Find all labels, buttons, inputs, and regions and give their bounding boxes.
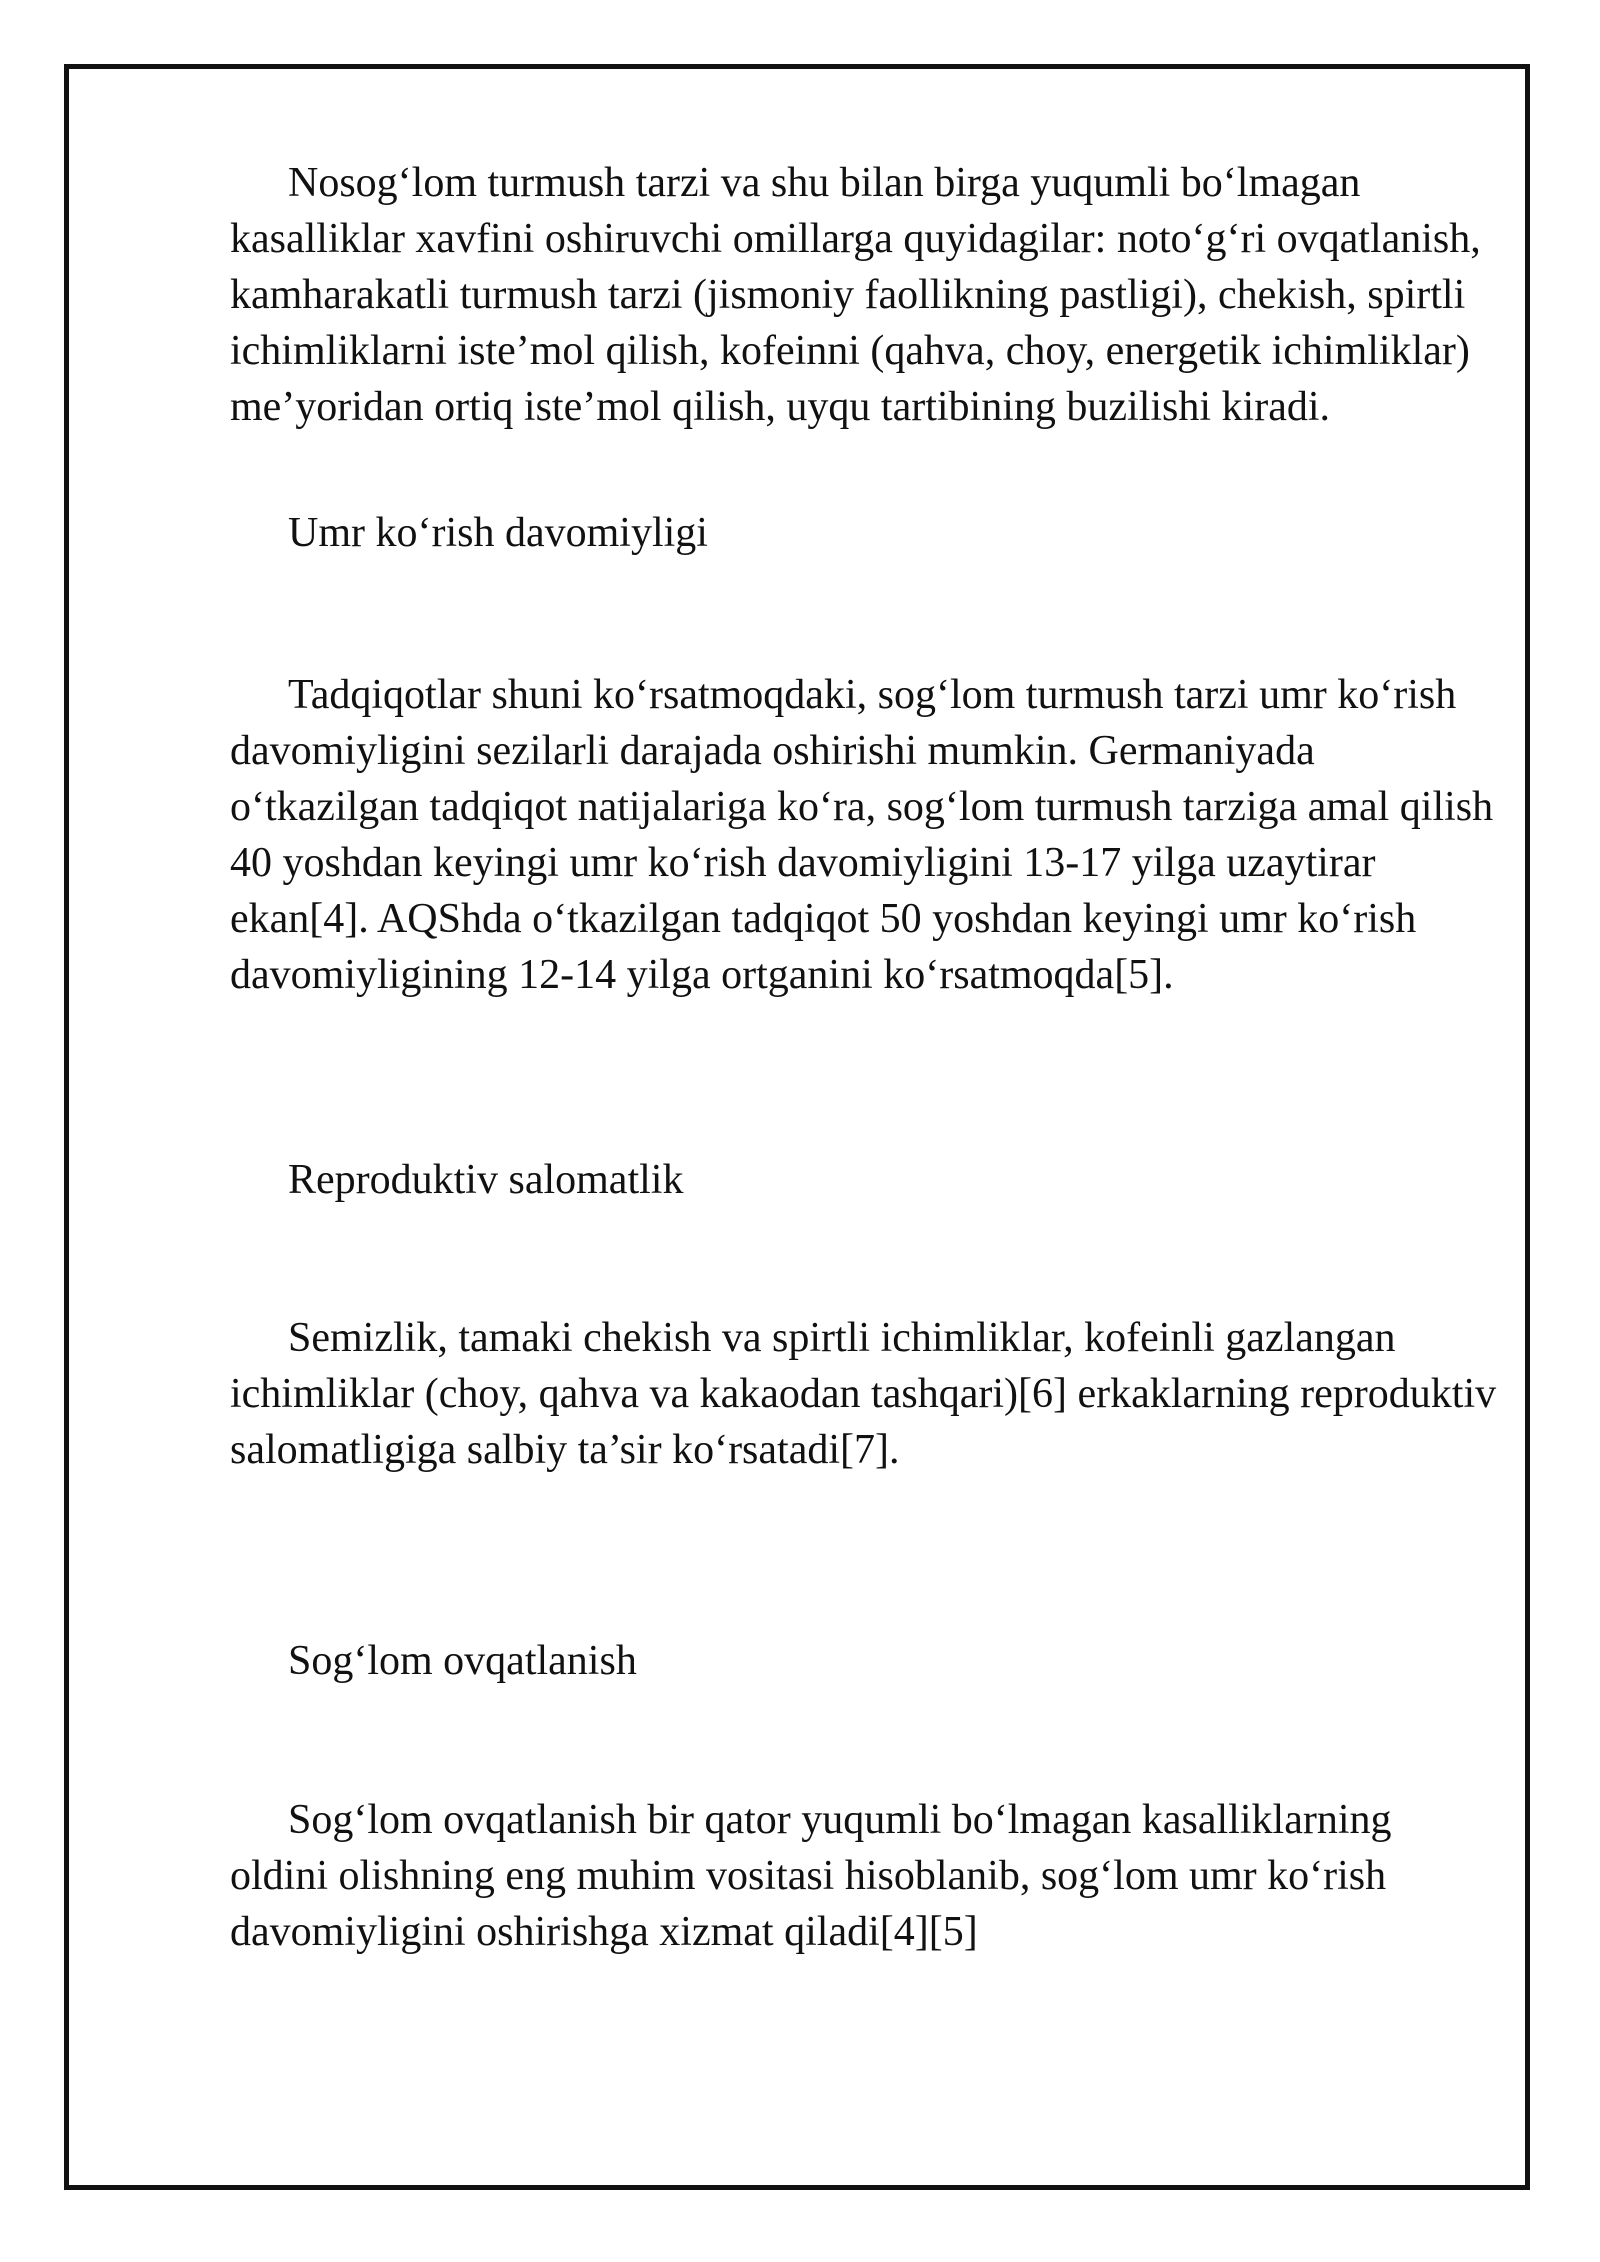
paragraph-risk-factors: Nosog‘lom turmush tarzi va shu bilan birga yuqumli bo‘lmagan kasalliklar xavfini oshiruvchi omillarga quyidagilar: noto‘g‘ri ovqatlanish, kamharakatli turmush tarzi (jismoniy faollikning pastligi), chekish, spirtli ichimliklarni iste’mol qilish, kofeinni (qahva, choy, energetik ichimliklar) me’yoridan ortiq iste’mol qilish, uyqu tartibining buzilishi kiradi. bbox=[230, 160, 1481, 430]
paragraph-life-expectancy: Tadqiqotlar shuni ko‘rsatmoqdaki, sog‘lom turmush tarzi umr ko‘rish davomiyligini sezilarli darajada oshirishi mumkin. Germaniyada o‘tkazilgan tadqiqot natijalariga ko‘ra, sog‘lom turmush tarziga amal qilish 40 yoshdan keyingi umr ko‘rish davomiyligini 13-17 yilga uzaytirar ekan[4]. AQShda o‘tkazilgan tadqiqot 50 yoshdan keyingi umr ko‘rish davomiyligining 12-14 yilga ortganini ko‘rsatmoqda[5]. bbox=[230, 672, 1494, 998]
heading-healthy-nutrition: Sog‘lom ovqatlanish bbox=[288, 1638, 637, 1684]
paragraph-healthy-nutrition: Sog‘lom ovqatlanish bir qator yuqumli bo‘lmagan kasalliklarning oldini olishning eng muhim vositasi hisoblanib, sog‘lom umr ko‘rish davomiyligini oshirishga xizmat qiladi[4][5] bbox=[230, 1797, 1392, 1955]
heading-life-expectancy: Umr ko‘rish davomiyligi bbox=[288, 510, 708, 556]
paragraph-reproductive-health: Semizlik, tamaki chekish va spirtli ichimliklar, kofeinli gazlangan ichimliklar (choy, qahva va kakaodan tashqari)[6] erkaklarning reproduktiv salomatligiga salbiy ta’sir ko‘rsatadi[7]. bbox=[230, 1315, 1497, 1473]
heading-reproductive-health: Reproduktiv salomatlik bbox=[288, 1157, 684, 1203]
